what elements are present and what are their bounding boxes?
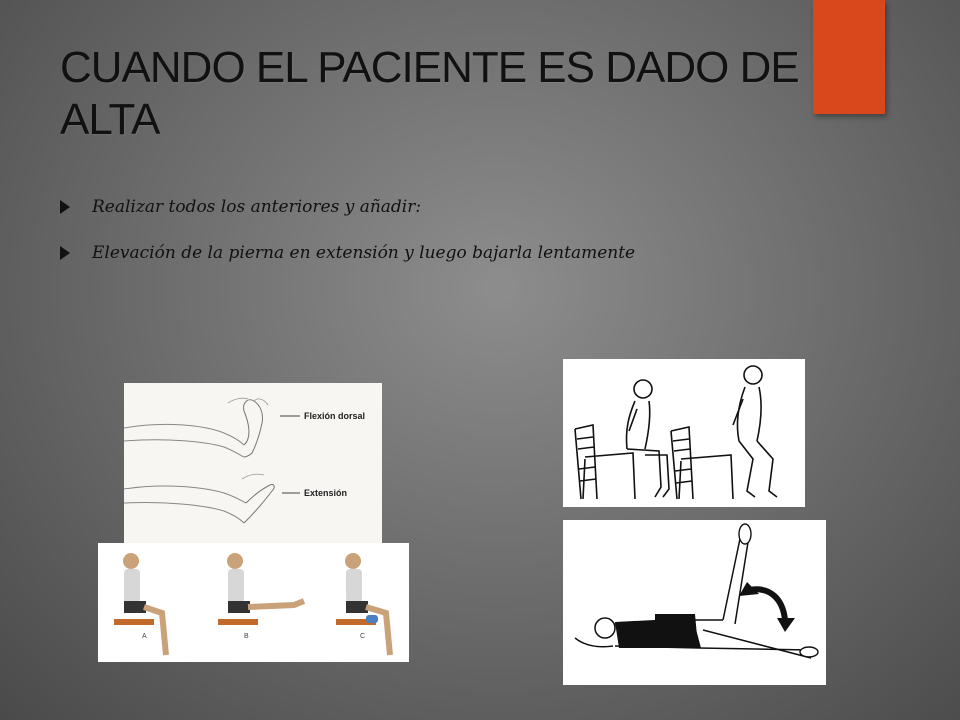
seated-leg-extension-image xyxy=(98,543,409,662)
label-b: B xyxy=(244,633,249,640)
sit-to-stand-image xyxy=(563,359,805,507)
figure-left xyxy=(626,380,669,497)
bullet-text: Realizar todos los anteriores y añadir: xyxy=(92,197,422,217)
figure-a xyxy=(114,553,166,655)
bullet-text: Elevación de la pierna en extensión y luego bajarla lentamente xyxy=(92,243,636,263)
bullet-item xyxy=(60,241,920,265)
side-leg-raise-image xyxy=(563,520,826,685)
label-a: A xyxy=(142,633,147,640)
flexion-label: Flexión dorsal xyxy=(304,411,366,421)
slide-title: CUANDO EL PACIENTE ES DADO DE ALTA xyxy=(60,43,799,144)
ankle-exercise-image xyxy=(124,383,382,543)
bullet-item xyxy=(60,195,920,219)
triangle-bullet-icon xyxy=(60,246,70,260)
triangle-bullet-icon xyxy=(60,200,70,214)
chair-right xyxy=(671,427,733,499)
figure-right xyxy=(733,366,777,497)
bullet-list xyxy=(60,195,920,287)
figure-b xyxy=(218,553,304,625)
extension-label: Extensión xyxy=(304,488,348,498)
label-c: C xyxy=(360,633,366,640)
